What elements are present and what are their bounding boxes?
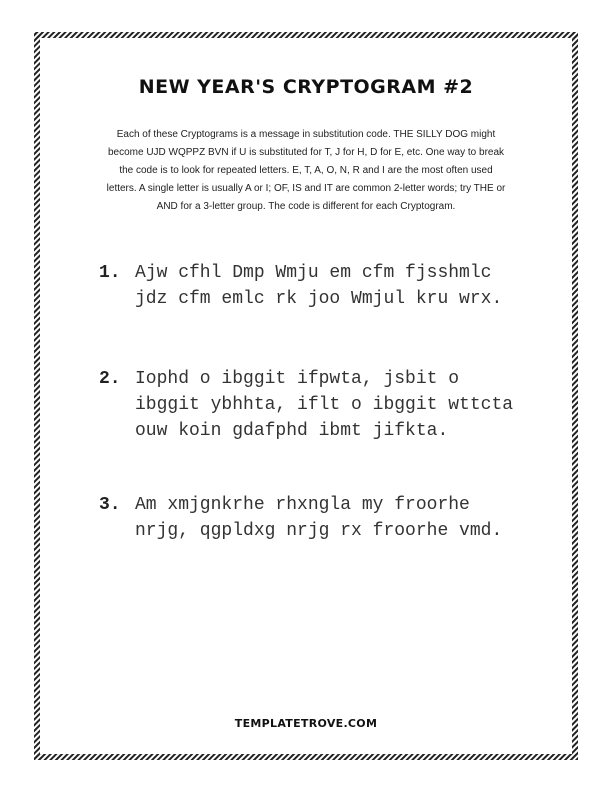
cipher-line: ibggit ybhhta, iflt o ibggit wttcta [135, 395, 514, 415]
cipher-line: ouw koin gdafphd ibmt jifkta. [135, 421, 449, 441]
cipher-line: Iophd o ibggit ifpwta, jsbit o [135, 369, 460, 389]
puzzle-number: 2. [99, 369, 121, 389]
page-title: NEW YEAR'S CRYPTOGRAM #2 [138, 76, 474, 98]
border-right [572, 32, 578, 760]
instructions-line: letters. A single letter is usually A or I; OF, IS and IT are common 2-letter words; try THE or [106, 183, 506, 194]
cipher-line: Ajw cfhl Dmp Wmju em cfm fjsshmlc [135, 263, 492, 283]
footer-site-link[interactable]: TEMPLATETROVE.COM [234, 717, 378, 730]
cipher-line: Am xmjgnkrhe rhxngla my froorhe [135, 495, 470, 515]
puzzle-number: 1. [99, 263, 121, 283]
instructions [86, 126, 526, 216]
border-left [34, 32, 40, 760]
cipher-line: jdz cfm emlc rk joo Wmjul kru wrx. [135, 289, 503, 309]
instructions-line: the code is to look for repeated letters. E, T, A, O, N, R and I are the most often used [119, 165, 493, 176]
instructions-line: become UJD WQPPZ BVN if U is substituted for T, J for H, D for E, etc. One way to break [107, 147, 505, 158]
puzzle-number: 3. [99, 495, 121, 515]
instructions-line: AND for a 3-letter group. The code is different for each Cryptogram. [156, 201, 456, 212]
instructions-line: Each of these Cryptograms is a message in substitution code. THE SILLY DOG might [116, 129, 496, 140]
border-bottom [34, 754, 578, 760]
cipher-line: nrjg, qgpldxg nrjg rx froorhe vmd. [135, 521, 503, 541]
border-top [34, 32, 578, 38]
